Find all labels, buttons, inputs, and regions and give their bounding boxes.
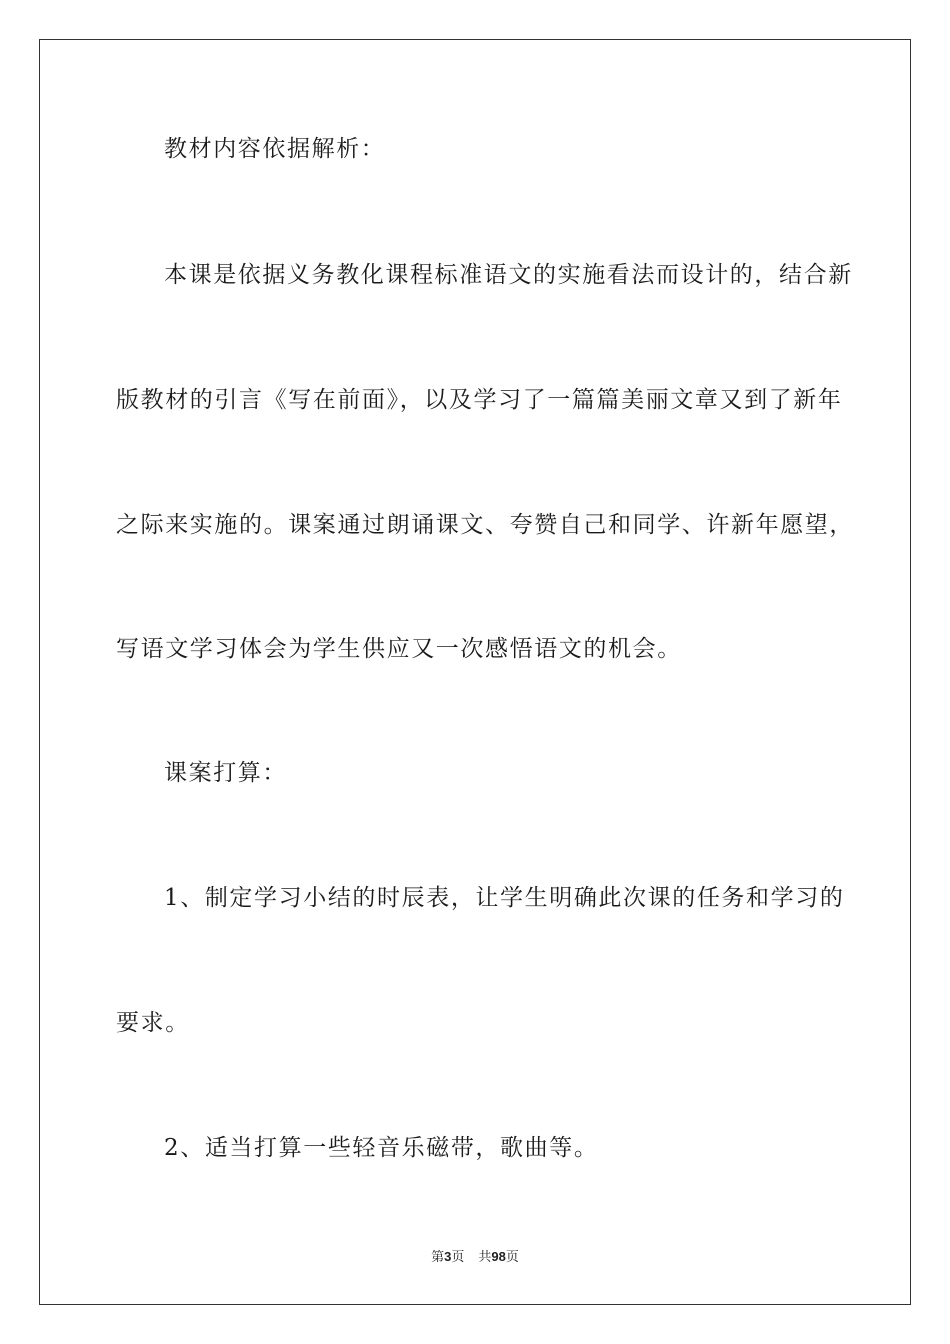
paragraph-line: 版教材的引言《写在前面》，以及学习了一篇篇美丽文章又到了新年: [116, 387, 843, 413]
heading-lesson-preparation: 课案打算：: [164, 760, 287, 786]
page-suffix: 页: [451, 1250, 465, 1265]
paragraph-line: 之际来实施的。课案通过朗诵课文、夸赞自己和同学、许新年愿望，: [116, 512, 854, 538]
paragraph-line: 写语文学习体会为学生供应又一次感悟语文的机会。: [116, 636, 682, 662]
total-prefix: 共: [478, 1250, 492, 1265]
total-suffix: 页: [505, 1250, 519, 1265]
page-number: 3: [444, 1249, 452, 1264]
list-item-1-continued: 要求。: [116, 1010, 190, 1036]
page-prefix: 第: [431, 1250, 445, 1265]
page-footer: [0, 1248, 950, 1267]
list-item-1: 1、制定学习小结的时辰表，让学生明确此次课的任务和学习的: [164, 885, 845, 911]
list-item-2: 2、适当打算一些轻音乐磁带，歌曲等。: [164, 1135, 599, 1161]
heading-material-analysis: 教材内容依据解析：: [164, 136, 386, 162]
page-border: [39, 39, 911, 1305]
paragraph-line: 本课是依据义务教化课程标准语文的实施看法而设计的，结合新: [164, 262, 853, 288]
total-pages: 98: [491, 1249, 506, 1264]
